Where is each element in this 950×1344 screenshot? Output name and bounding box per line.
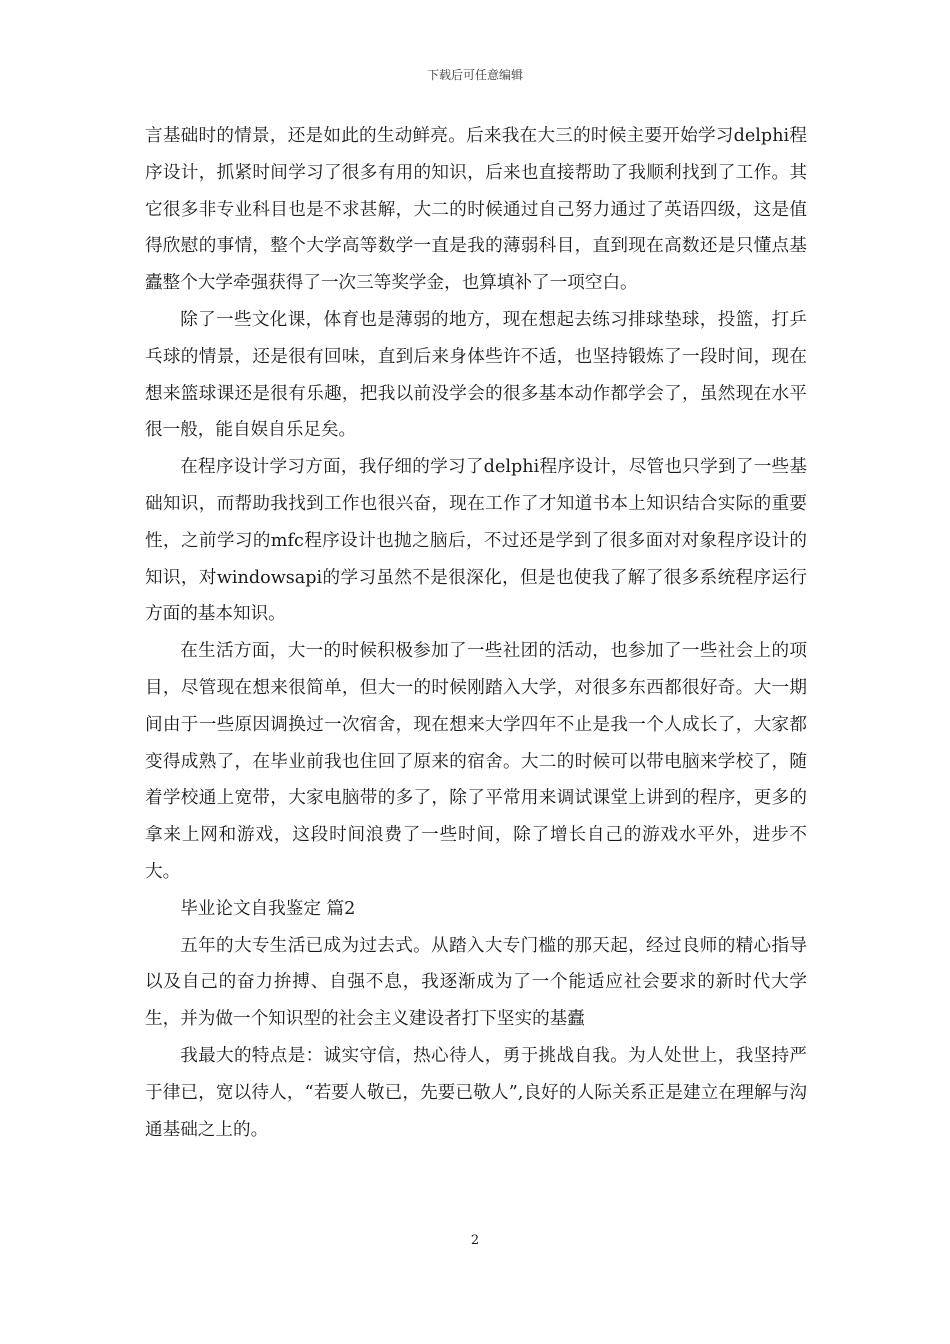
paragraph-3: 在程序设计学习方面，我仔细的学习了delphi程序设计，尽管也只学到了一些基础知识，而帮助我找到工作也很兴奋，现在工作了才知道书本上知识结合实际的重要性，之前学习的mfc程序设计也抛之脑后，不过还是学到了很多面对对象程序设计的知识，对windowsapi的学习虽然不是很深化，但是也使我了解了很多系统程序运行方面的基本知识。 [145,457,807,625]
paragraph-2: 除了一些文化课，体育也是薄弱的地方，现在想起去练习排球垫球，投篮，打乒乓球的情景，还是很有回味，直到后来身体些许不适，也坚持锻炼了一段时间，现在想来篮球课还是很有乐趣，把我以前没学会的很多基本动作都学会了，虽然现在水平很一般，能自娱自乐足矣。 [145,309,807,441]
paragraph-1: 言基础时的情景，还是如此的生动鲜亮。后来我在大三的时候主要开始学习delphi程序设计，抓紧时间学习了很多有用的知识，后来也直接帮助了我顺利找到了工作。其它很多非专业科目也是不求甚解，大二的时候通过自己努力通过了英语四级，这是值得欣慰的事情，整个大学高等数学一直是我的薄弱科目，直到现在高数还是只懂点基蠹整个大学牵强获得了一次三等奖学金，也算填补了一项空白。 [145,126,807,294]
section-heading: 毕业论文自我鉴定 篇2 [180,898,356,919]
page-number: 2 [470,1233,480,1248]
body-text [145,118,807,1148]
paragraph-6: 我最大的特点是：诚实守信，热心待人，勇于挑战自我。为人处世上，我坚持严于律已，宽以待人，“若要人敬已，先要已敬人”,良好的人际关系正是建立在理解与沟通基础之上的。 [145,1045,807,1140]
paragraph-4: 在生活方面，大一的时候积极参加了一些社团的活动，也参加了一些社会上的项目，尽管现在想来很简单，但大一的时候刚踏入大学，对很多东西都很好奇。大一期间由于一些原因调换过一次宿舍，现在想来大学四年不止是我一个人成长了，大家都变得成熟了，在毕业前我也住回了原来的宿舍。大二的时候可以带电脑来学校了，随着学校通上宽带，大家电脑带的多了，除了平常用来调试课堂上讲到的程序，更多的拿来上网和游戏，这段时间浪费了一些时间，除了增长自己的游戏水平外，进步不大。 [145,641,807,882]
paragraph-5: 五年的大专生活已成为过去式。从踏入大专门槛的那天起，经过良师的精心指导以及自己的奋力拚搏、自强不息，我逐渐成为了一个能适应社会要求的新时代大学生，并为做一个知识型的社会主义建设者打下坚实的基蠹 [145,935,807,1030]
page-header: 下载后可任意编辑 [426,68,523,82]
